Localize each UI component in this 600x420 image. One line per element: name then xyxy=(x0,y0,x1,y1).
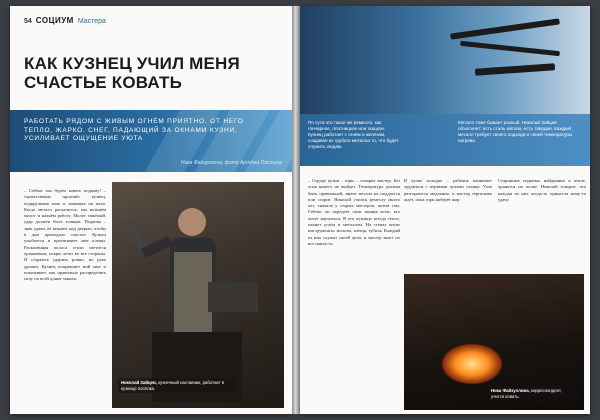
page-number: 54 xyxy=(24,18,32,25)
pull-quote-1: По сути это такое же ремесло, как гончарное, плотницкое или ткацкое. Кузнец работает с огнём и железом, создавая из грубого металла то, что будет служить людям. xyxy=(308,120,399,149)
tongs-icon xyxy=(450,18,560,39)
tongs-icon xyxy=(460,41,560,56)
caption-text: корреспондент, учится ковать. xyxy=(491,388,562,399)
article-lead: РАБОТАТЬ РЯДОМ С ЖИВЫМ ОГНЁМ ПРИЯТНО. ОТ НЕГО ТЕПЛО, ЖАРКО. СНЕГ, ПАДАЮЩИЙ ЗА ОКНАМИ КУЗНИ, УСИЛИВАЕТ ОЩУЩЕНИЕ УЮТА xyxy=(24,118,244,142)
caption-name: Ника Файзуллина, xyxy=(491,388,530,393)
page-header xyxy=(24,16,106,25)
author-credit: Ника Файзуллина, фото Артёма Пастина xyxy=(180,160,282,166)
article-column-2: – Сердце кузни – горн, – говорит мастер. Без огня ничего не выйдет. Температура должна быть правильной, иначе металл не поддастся или сгорит. Николай учился ремеслу много лет, сначала у старых мастеров, потом сам. Сейчас он передаёт свои знания всем, кто хочет научиться. В его кузнице всегда тепло, пахнет углём и металлом. На стенах висят инструменты: молоты, клещи, зубила. Каждый из них служит своей цели, и мастер знает их все наизусть. xyxy=(308,178,400,246)
blacksmith-figure-icon xyxy=(112,182,284,408)
article-title: КАК КУЗНЕЦ УЧИЛ МЕНЯ СЧАСТЬЕ КОВАТЬ xyxy=(24,54,240,92)
pull-quote-2: Металл тоже бывает разный. Николай Зайцев объясняет: есть сталь мягкая, есть твёрдая. Каждый металл требует своего подхода и своей температуры нагрева. xyxy=(458,120,573,143)
section-name: СОЦИУМ xyxy=(35,16,74,25)
right-page xyxy=(300,6,590,414)
forge-fire-icon xyxy=(442,344,502,384)
caption-text: кузнечный наставник, работает в кузнице посёлка. xyxy=(121,380,225,391)
subsection-name: Мастера xyxy=(77,18,106,25)
caption-name: Николай Зайцев, xyxy=(121,380,157,385)
blacksmith-photo xyxy=(112,182,284,408)
spine-gutter xyxy=(292,6,300,414)
left-page xyxy=(10,6,292,414)
photo-caption xyxy=(118,378,236,393)
tools-photo xyxy=(300,6,590,114)
photo-caption xyxy=(488,386,578,401)
article-column-3: В кузне холодно – рабочие начинают трудиться с первыми лучами солнца. Угли разгораются медленно, и мастер терпеливо ждёт, пока горн наберёт жар. xyxy=(404,178,492,202)
tongs-icon xyxy=(475,63,555,76)
article-column-1: – Сейчас мы будем ковать подкову! – торжественно произнёс кузнец, подкручивая печь и нажимая на меха. Когда металл раскалится, мы возьмём молот и начнём работу. Молот тяжёлый, удар должен быть точным. Подкова – знак удачи, её вешают над дверью, чтобы в дом приходило счастье. Кузнец улыбается и протягивает мне клещи. Раскалённая полоса стали светится оранжевым, искры летят во все стороны. Я стараюсь ударить ровно, но рука дрожит. Кузнец поправляет мой хват и показывает, как правильно распределять силу по всей длине замаха. xyxy=(24,188,106,282)
article-column-4: Старинные подковы, найденные в земле, хранятся на полке. Николай говорит, что каждая из них когда-то принесла кому-то удачу. xyxy=(498,178,586,202)
